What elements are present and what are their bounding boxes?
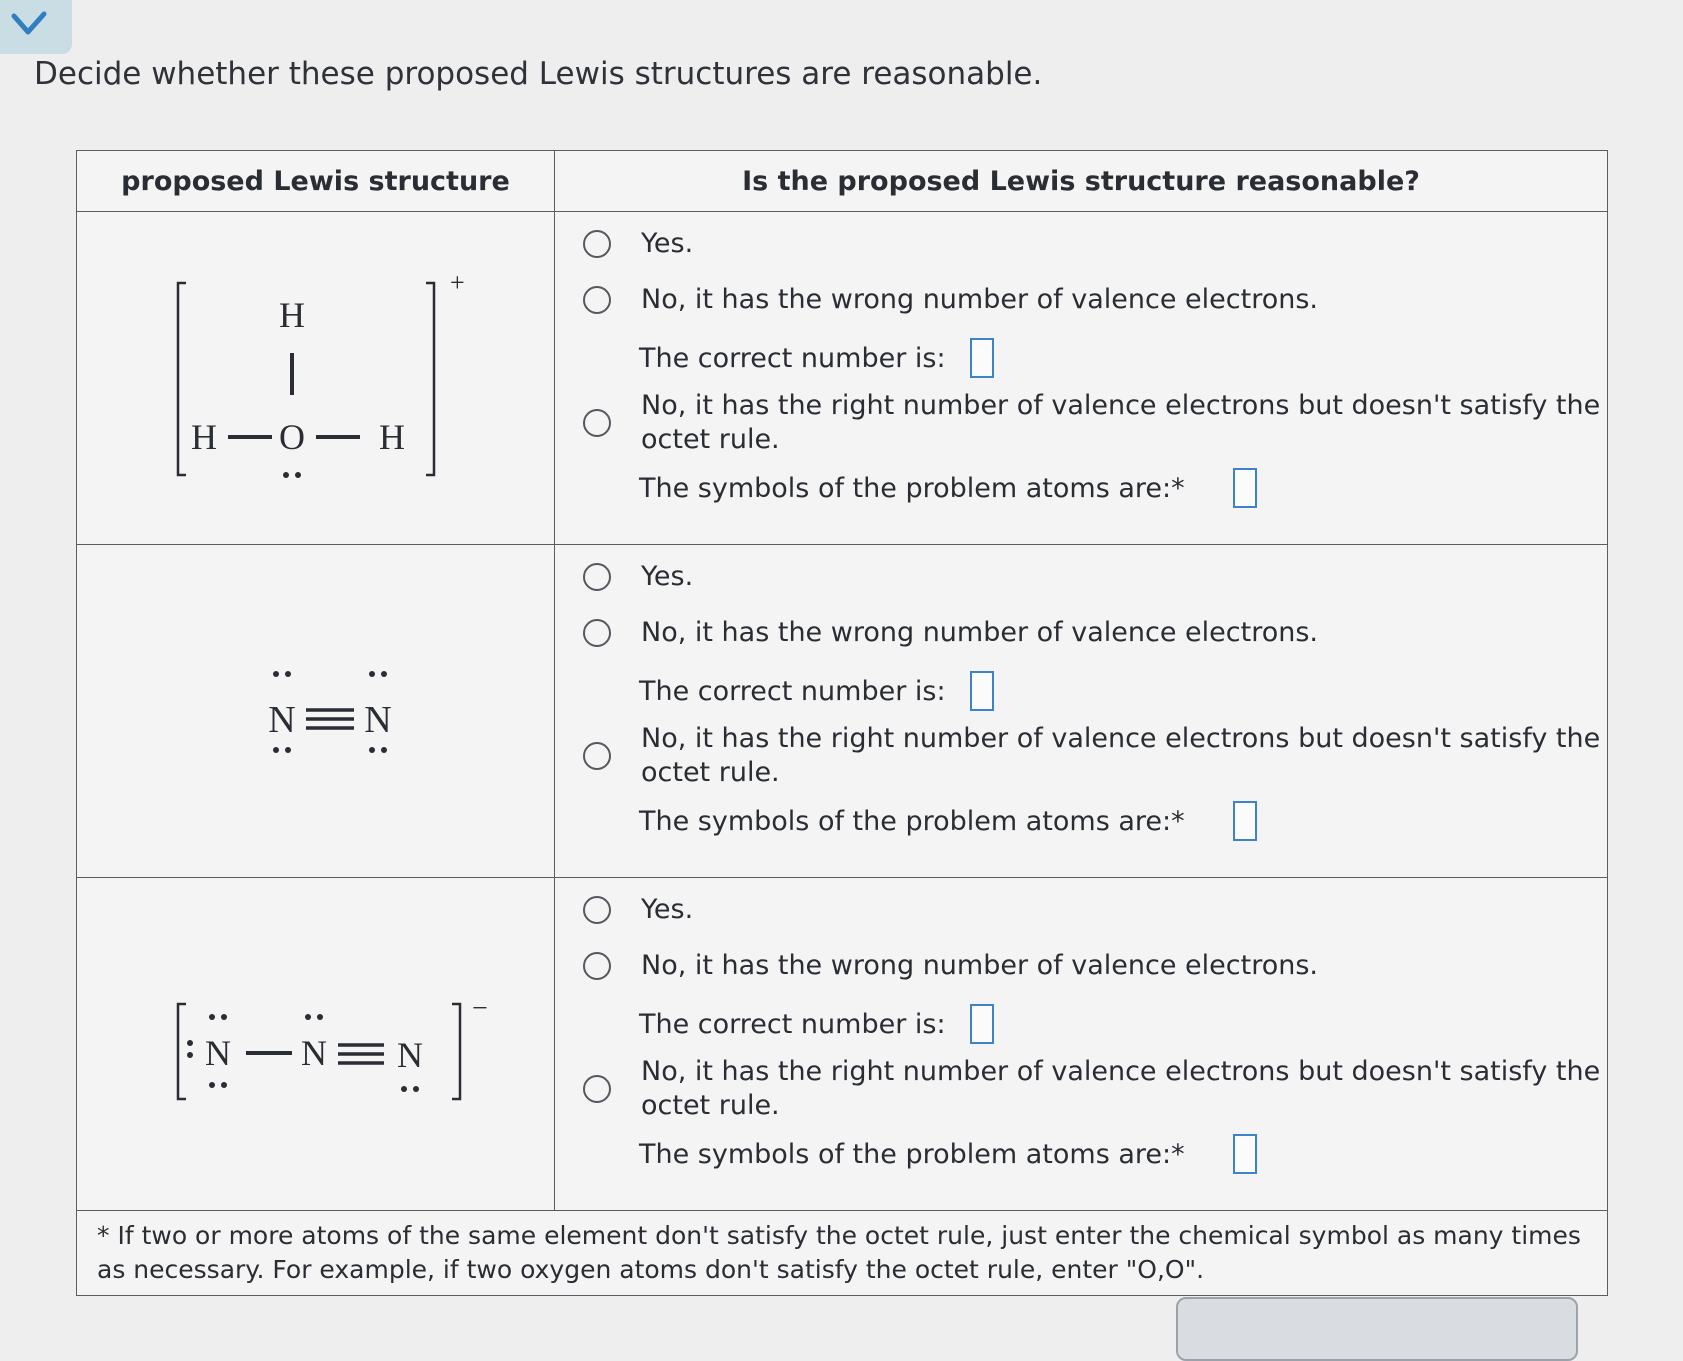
- problem-atoms-input[interactable]: [1233, 1134, 1257, 1174]
- lone-pair-dot: [187, 1052, 193, 1058]
- correct-number-input[interactable]: [970, 671, 994, 711]
- collapse-toggle[interactable]: [0, 0, 72, 54]
- problem-atoms-input[interactable]: [1233, 468, 1257, 508]
- radio-button[interactable]: [583, 1075, 611, 1103]
- lone-pair-dot: [369, 671, 375, 677]
- lone-pair-dot: [221, 1014, 227, 1020]
- answer-group-1: [555, 212, 1608, 545]
- lewis-diagram: [96, 889, 536, 1199]
- option-octet[interactable]: No, it has the right number of valence electrons but doesn't satisfy the octet rule.: [555, 388, 1607, 458]
- option-yes[interactable]: Yes.: [555, 549, 1607, 605]
- atom-h-right: H: [378, 417, 405, 457]
- option-yes[interactable]: Yes.: [555, 882, 1607, 938]
- charge-label: +: [449, 268, 465, 297]
- lewis-diagram: [96, 556, 536, 866]
- column-header-structure: proposed Lewis structure: [77, 151, 555, 212]
- lone-pair-dot: [285, 671, 291, 677]
- atom-n-left: N: [204, 1033, 231, 1073]
- radio-button[interactable]: [583, 409, 611, 437]
- correct-number-input[interactable]: [970, 1004, 994, 1044]
- lone-pair-dot: [317, 1014, 323, 1020]
- lone-pair-dot: [285, 747, 291, 753]
- option-octet[interactable]: No, it has the right number of valence electrons but doesn't satisfy the octet rule.: [555, 721, 1607, 791]
- option-wrong-electrons[interactable]: No, it has the wrong number of valence electrons.: [555, 272, 1607, 328]
- lone-pair-dot: [273, 747, 279, 753]
- problem-atoms-row: The symbols of the problem atoms are:*: [555, 458, 1607, 518]
- radio-button[interactable]: [583, 896, 611, 924]
- lone-pair-dot: [381, 671, 387, 677]
- correct-number-input[interactable]: [970, 338, 994, 378]
- radio-button[interactable]: [583, 286, 611, 314]
- radio-button[interactable]: [583, 952, 611, 980]
- lone-pair-dot: [209, 1014, 215, 1020]
- table-row: [77, 545, 1608, 878]
- lewis-diagram: [96, 223, 536, 533]
- radio-button[interactable]: [583, 563, 611, 591]
- lone-pair-dot: [369, 747, 375, 753]
- lone-pair-dot: [273, 671, 279, 677]
- atom-n-right: N: [363, 699, 392, 741]
- bottom-action-button[interactable]: [1176, 1297, 1578, 1361]
- option-wrong-electrons[interactable]: No, it has the wrong number of valence electrons.: [555, 605, 1607, 661]
- answer-group-2: [555, 545, 1608, 878]
- radio-button[interactable]: [583, 742, 611, 770]
- chevron-down-icon: [10, 10, 50, 40]
- question-prompt: Decide whether these proposed Lewis structures are reasonable.: [34, 56, 1043, 92]
- octet-rule-footnote: * If two or more atoms of the same element don't satisfy the octet rule, just enter the chemical symbol as many times as necessary. For example, if two oxygen atoms don't satisfy the octet rule, enter "O,O".: [77, 1211, 1608, 1296]
- lone-pair-dot: [209, 1082, 215, 1088]
- lone-pair-dot: [381, 747, 387, 753]
- lone-pair-dot: [413, 1086, 419, 1092]
- lone-pair-dot: [305, 1014, 311, 1020]
- lewis-structure-table: [76, 150, 1608, 1296]
- radio-button[interactable]: [583, 230, 611, 258]
- lone-pair-dot: [187, 1040, 193, 1046]
- lewis-structure-dinitrogen: [77, 545, 555, 878]
- atom-n-right: N: [396, 1035, 423, 1075]
- correct-number-row: The correct number is:: [555, 328, 1607, 388]
- atom-n-middle: N: [300, 1033, 327, 1073]
- charge-label: −: [471, 993, 488, 1024]
- problem-atoms-row: The symbols of the problem atoms are:*: [555, 1124, 1607, 1184]
- lone-pair-dot: [221, 1082, 227, 1088]
- correct-number-row: The correct number is:: [555, 661, 1607, 721]
- bracket-right: [452, 1004, 460, 1099]
- radio-button[interactable]: [583, 619, 611, 647]
- lone-pair-dot: [283, 472, 289, 478]
- atom-n-left: N: [267, 699, 296, 741]
- lewis-structure-azide: [77, 878, 555, 1211]
- atom-h-left: H: [190, 417, 217, 457]
- bracket-right: [426, 283, 434, 475]
- table-row: [77, 212, 1608, 545]
- lone-pair-dot: [295, 472, 301, 478]
- problem-atoms-input[interactable]: [1233, 801, 1257, 841]
- option-octet[interactable]: No, it has the right number of valence electrons but doesn't satisfy the octet rule.: [555, 1054, 1607, 1124]
- bracket-left: [178, 1004, 186, 1099]
- column-header-question: Is the proposed Lewis structure reasonable?: [555, 151, 1608, 212]
- atom-o-center: O: [278, 417, 305, 457]
- atom-h-top: H: [278, 295, 305, 335]
- table-row: [77, 878, 1608, 1211]
- bracket-left: [178, 283, 186, 475]
- lone-pair-dot: [401, 1086, 407, 1092]
- answer-group-3: [555, 878, 1608, 1211]
- option-wrong-electrons[interactable]: No, it has the wrong number of valence electrons.: [555, 938, 1607, 994]
- lewis-structure-hydronium: [77, 212, 555, 545]
- correct-number-row: The correct number is:: [555, 994, 1607, 1054]
- problem-atoms-row: The symbols of the problem atoms are:*: [555, 791, 1607, 851]
- option-yes[interactable]: Yes.: [555, 216, 1607, 272]
